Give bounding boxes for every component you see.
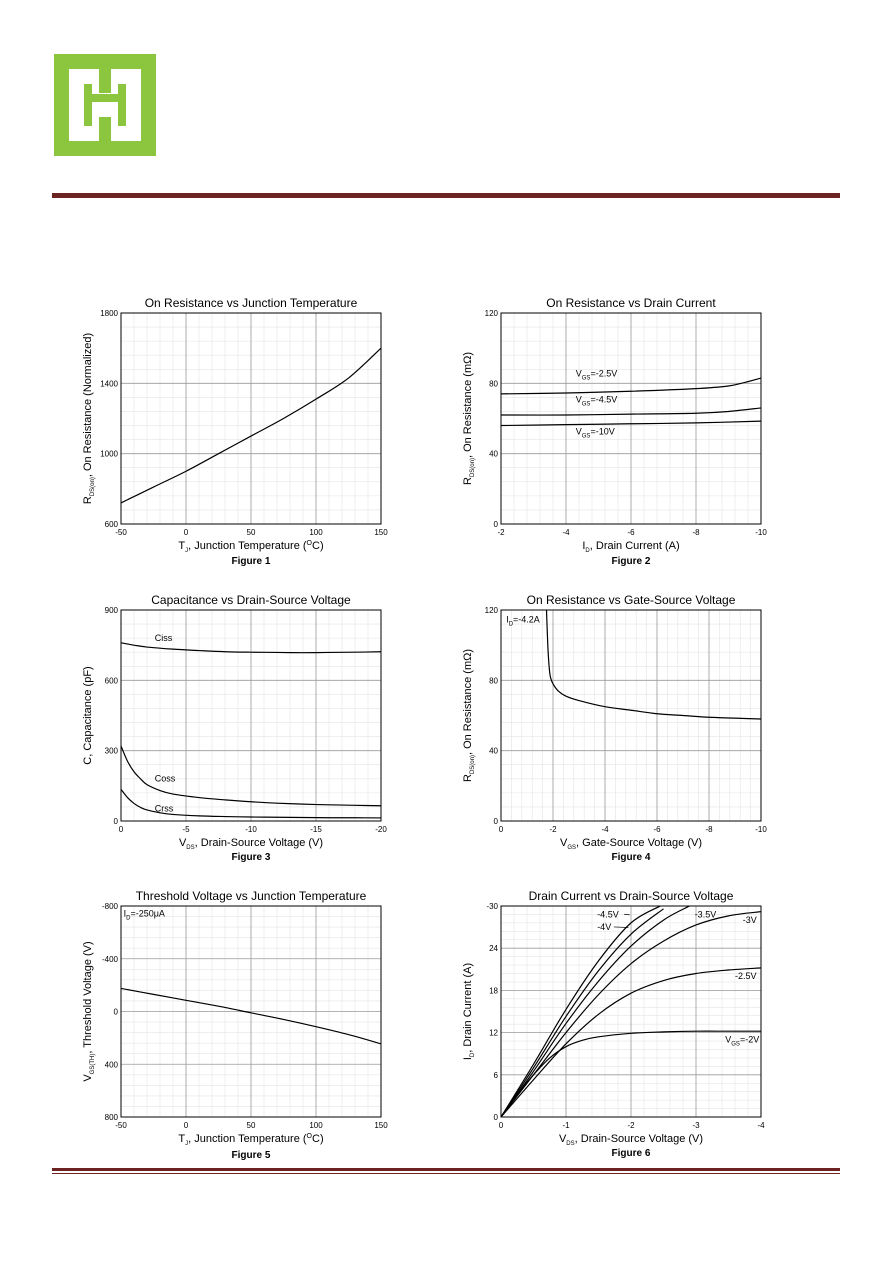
series-annotation: -4V (597, 921, 612, 932)
footer-rule-thick (52, 1168, 840, 1171)
x-tick-label: -4 (601, 825, 609, 834)
chart-svg (60, 295, 400, 557)
chart-title: On Resistance vs Drain Current (546, 296, 716, 310)
x-tick-label: -10 (245, 825, 257, 834)
chart-svg (440, 592, 780, 854)
series-annotation: $V_{GS}=-2.5V$ (575, 368, 618, 382)
y-tick-label: 600 (104, 520, 118, 529)
series-annotation: $V_{GS}=-10V$ (575, 426, 615, 440)
y-axis-label: $R_{DS(on)}$, On Resistance (Normalized) (82, 332, 96, 505)
chart-svg (60, 592, 400, 854)
y-tick-label: 24 (489, 944, 498, 954)
y-axis-label: $V_{GS(TH)}$, Threshold Voltage (V) (82, 941, 96, 1082)
series-group (547, 610, 762, 719)
y-tick-label: 900 (104, 606, 118, 615)
y-tick-label: 0 (493, 520, 498, 529)
y-tick-label: -30 (486, 902, 498, 911)
x-tick-label: 0 (183, 528, 189, 537)
x-axis-label: $V_{DS}$, Drain-Source Voltage (V) (558, 1133, 704, 1147)
y-axis-label: $R_{DS(on)}$, On Resistance (mΩ) (462, 352, 476, 485)
y-tick-label: 40 (489, 746, 498, 756)
x-tick-label: -10 (755, 825, 767, 834)
x-tick-label: 150 (374, 528, 388, 537)
figure-6-caption: Figure 6 (611, 1148, 651, 1159)
y-tick-label: -400 (101, 954, 118, 964)
x-axis-label: $T_J$, Junction Temperature ($^O$C) (178, 1133, 324, 1147)
x-tick-label: -50 (115, 528, 127, 537)
x-tick-label: 0 (118, 825, 124, 834)
x-tick-label: -2 (549, 825, 557, 834)
x-axis-label: $T_J$, Junction Temperature ($^O$C) (178, 540, 324, 554)
figure-5-chart (60, 888, 400, 1150)
chart-svg (440, 295, 780, 557)
y-tick-label: 80 (489, 676, 498, 686)
chart-title: Threshold Voltage vs Junction Temperature (135, 889, 367, 903)
y-tick-label: 1400 (100, 379, 118, 389)
x-tick-label: 50 (246, 528, 256, 537)
figure-2-caption: Figure 2 (611, 556, 651, 567)
x-tick-label: 50 (246, 1121, 256, 1130)
x-tick-label: 0 (498, 1121, 504, 1130)
y-tick-label: 1000 (100, 449, 118, 459)
figure-3-chart (60, 592, 400, 854)
figure-2-chart (440, 295, 780, 557)
x-axis-label: $V_{GS}$, Gate-Source Voltage (V) (560, 837, 702, 851)
figure-4-caption: Figure 4 (611, 852, 651, 863)
series-annotation: $V_{GS}=-2V$ (725, 1034, 760, 1048)
x-tick-label: -4 (562, 528, 570, 537)
x-tick-label: -3 (692, 1121, 700, 1130)
x-tick-label: 100 (309, 1121, 323, 1130)
footer-rule-thin (52, 1173, 840, 1174)
x-tick-label: -4 (757, 1121, 765, 1130)
y-axis-label: $R_{DS(on)}$, On Resistance (mΩ) (462, 649, 476, 782)
y-tick-label: 600 (104, 676, 118, 686)
chart-title: Drain Current vs Drain-Source Voltage (528, 889, 734, 903)
y-axis-label: $I_D$, Drain Current (A) (462, 962, 476, 1061)
y-tick-label: 0 (113, 1007, 118, 1017)
series-annotation: -2.5V (735, 971, 757, 982)
y-tick-label: 6 (493, 1070, 498, 1080)
series-annotation: $I_D=-4.2A$ (506, 614, 540, 628)
x-tick-label: 0 (183, 1121, 189, 1130)
x-tick-label: 100 (309, 528, 323, 537)
figure-1-caption: Figure 1 (231, 556, 271, 567)
y-axis-label: C, Capacitance (pF) (82, 666, 94, 765)
series-annotation: $I_D=-250\mu A$ (123, 908, 165, 922)
y-tick-label: 0 (493, 1113, 498, 1122)
x-tick-label: -1 (562, 1121, 570, 1130)
x-axis-label: $I_D$, Drain Current (A) (582, 540, 680, 554)
y-tick-label: 0 (113, 817, 118, 826)
y-tick-label: 120 (484, 309, 498, 318)
x-tick-label: 0 (498, 825, 504, 834)
figure-1-chart (60, 295, 400, 557)
x-tick-label: -8 (705, 825, 713, 834)
minor-grid (501, 610, 761, 821)
figure-3-caption: Figure 3 (231, 852, 271, 863)
series-annotation: -3V (742, 914, 757, 925)
chart-svg (60, 888, 400, 1150)
y-tick-label: 12 (489, 1028, 498, 1038)
series-annotation: Coss (154, 773, 176, 784)
y-tick-label: 800 (104, 1113, 118, 1122)
major-grid (501, 610, 761, 821)
series-annotation: Crss (154, 803, 174, 814)
y-tick-label: 1800 (100, 309, 118, 318)
x-tick-label: -6 (627, 528, 635, 537)
x-tick-label: -2 (627, 1121, 635, 1130)
chart-title: On Resistance vs Junction Temperature (144, 296, 358, 310)
figure-5-caption: Figure 5 (231, 1150, 271, 1161)
x-tick-label: -5 (182, 825, 190, 834)
x-tick-label: 150 (374, 1121, 388, 1130)
y-tick-label: 400 (104, 1060, 118, 1070)
figure-4-chart (440, 592, 780, 854)
figure-6-chart (440, 888, 780, 1150)
y-tick-label: 120 (484, 606, 498, 615)
x-tick-label: -15 (310, 825, 322, 834)
chart-svg (440, 888, 780, 1150)
y-tick-label: 18 (489, 986, 498, 996)
chart-title: Capacitance vs Drain-Source Voltage (151, 593, 351, 607)
y-tick-label: 80 (489, 379, 498, 389)
series-annotation: -4.5V (597, 909, 619, 920)
series-annotation: $V_{GS}=-4.5V$ (575, 394, 618, 408)
series-annotation: Ciss (154, 632, 173, 643)
plot-frame (501, 610, 761, 821)
company-logo (54, 54, 156, 156)
x-tick-label: -8 (692, 528, 700, 537)
y-tick-label: 300 (104, 746, 118, 756)
y-tick-label: 0 (493, 817, 498, 826)
header-rule (52, 193, 840, 198)
x-tick-label: -2 (497, 528, 505, 537)
chart-title: On Resistance vs Gate-Source Voltage (526, 593, 736, 607)
series-line (547, 610, 762, 719)
x-tick-label: -6 (653, 825, 661, 834)
y-tick-label: 40 (489, 449, 498, 459)
series-annotation: -3.5V (694, 909, 717, 920)
y-tick-label: -800 (101, 902, 118, 911)
x-axis-label: $V_{DS}$, Drain-Source Voltage (V) (178, 837, 324, 851)
x-tick-label: -50 (115, 1121, 127, 1130)
x-tick-label: -20 (375, 825, 387, 834)
x-tick-label: -10 (755, 528, 767, 537)
